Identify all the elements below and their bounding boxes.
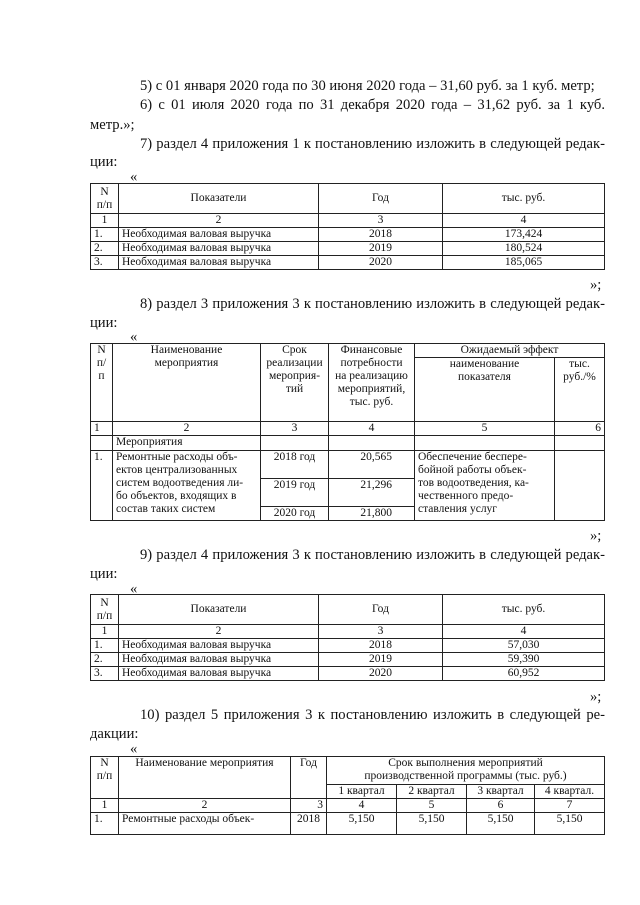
col-header-activity-name: Наименование мероприятия — [113, 344, 261, 422]
col-header-q4: 4 квартал. — [535, 785, 605, 799]
open-quote: « — [130, 169, 138, 185]
table-section-5-app-3 — [90, 756, 605, 835]
col-header-financial-needs: Финансовые потребности на реализацию мероприятий, тыс. руб. — [329, 344, 415, 422]
section-7-text-end: ции: — [90, 154, 118, 170]
table-section-4-app-1 — [90, 183, 605, 270]
col-number: 7 — [535, 799, 605, 813]
col-header-term: Срок реализации мероприя- тий — [261, 344, 329, 422]
col-header-indicator-name: наименование показателя — [415, 358, 555, 422]
col-header-number: N п/п — [91, 595, 119, 625]
col-header-year: Год — [291, 757, 327, 799]
table-row: 1. Необходимая валовая выручка 2018 173,424 — [91, 228, 605, 242]
col-header-thousand-rub: тыс. руб. — [443, 184, 605, 214]
table-row: 3. Необходимая валовая выручка 2020 60,952 — [91, 667, 605, 681]
open-quote: « — [130, 741, 138, 757]
col-number: 6 — [555, 422, 605, 436]
open-quote: « — [130, 581, 138, 597]
col-header-unit: тыс. руб./% — [555, 358, 605, 422]
col-number: 1 — [91, 422, 113, 436]
col-number: 3 — [291, 799, 327, 813]
section-8-text: 8) раздел 3 приложения 3 к постановлению изложить в следующей редак- — [140, 296, 605, 312]
section-7-text: 7) раздел 4 приложения 1 к постановлению изложить в следующей редак- — [140, 136, 605, 152]
col-number: 5 — [397, 799, 467, 813]
col-number: 3 — [319, 625, 443, 639]
table-row: 3. Необходимая валовая выручка 2020 185,065 — [91, 256, 605, 270]
table-row: 2. Необходимая валовая выручка 2019 180,524 — [91, 242, 605, 256]
section-9-text: 9) раздел 4 приложения 3 к постановлению изложить в следующей редак- — [140, 547, 605, 563]
col-header-year: Год — [319, 184, 443, 214]
tariff-line-6: 6) с 01 июля 2020 года по 31 декабря 2020 года – 31,62 руб. за 1 куб. — [140, 97, 605, 113]
activity-description: Ремонтные расходы объ- ектов централизованных систем водоотведения ли- бо объектов, входящих в состав таких систем — [113, 451, 261, 521]
col-number: 4 — [443, 214, 605, 228]
col-header-expected-effect: Ожидаемый эффект — [415, 344, 605, 358]
col-header-number: N п/п — [91, 184, 119, 214]
table-row: 1. Ремонтные расходы объек- 2018 5,150 5,150 5,150 5,150 — [91, 813, 605, 835]
col-header-q2: 2 квартал — [397, 785, 467, 799]
table-row: 1. Необходимая валовая выручка 2018 57,030 — [91, 639, 605, 653]
col-header-number: N п/п — [91, 757, 119, 799]
section-heading-activities: Мероприятия — [113, 436, 261, 451]
col-number: 3 — [261, 422, 329, 436]
col-number: 3 — [319, 214, 443, 228]
col-number: 1 — [91, 214, 119, 228]
col-header-q3: 3 квартал — [467, 785, 535, 799]
col-header-indicators: Показатели — [119, 184, 319, 214]
tariff-line-5: 5) с 01 января 2020 года по 30 июня 2020 года – 31,60 руб. за 1 куб. метр; — [140, 78, 595, 94]
close-quote: »; — [590, 689, 602, 705]
section-8-text-end: ции: — [90, 315, 118, 331]
col-number: 2 — [119, 625, 319, 639]
table-section-4-app-3 — [90, 594, 605, 681]
col-header-thousand-rub: тыс. руб. — [443, 595, 605, 625]
col-number: 6 — [467, 799, 535, 813]
section-9-text-end: ции: — [90, 566, 118, 582]
col-header-indicators: Показатели — [119, 595, 319, 625]
col-header-q1: 1 квартал — [327, 785, 397, 799]
col-number: 4 — [329, 422, 415, 436]
close-quote: »; — [590, 528, 602, 544]
col-number: 2 — [113, 422, 261, 436]
tariff-line-6-end: метр.»; — [90, 117, 135, 133]
table-section-3-app-3: N п/ п Наименование мероприятия Срок реализации мероприя- тий Финансовые потребности на реализацию мероприятий, тыс. руб. Ожидаемый эффект наименование показателя тыс. руб./% 1 2 3 4 5 6 Мероприятия 1. Ремонтные расходы объ- ектов централизованных систем водоотведения ли- бо объектов, входящих в состав таких систем 2018 год 20,565 Обеспечение беспере- бойной работы объек- тов водоотведения, ка- чественного предо- ставления услуг 2019 год 21,296 2020 год 21,800 — [90, 343, 605, 521]
col-header-number: N п/ п — [91, 344, 113, 422]
col-number: 2 — [119, 214, 319, 228]
section-10-text: 10) раздел 5 приложения 3 к постановлению изложить в следующей ре- — [140, 707, 605, 723]
col-header-term: Срок выполнения мероприятий производственной программы (тыс. руб.) — [327, 757, 605, 785]
col-number: 2 — [119, 799, 291, 813]
table-row: 2. Необходимая валовая выручка 2019 59,390 — [91, 653, 605, 667]
open-quote: « — [130, 329, 138, 345]
col-number: 1 — [91, 799, 119, 813]
col-number: 1 — [91, 625, 119, 639]
expected-effect-description: Обеспечение беспере- бойной работы объек- тов водоотведения, ка- чественного предо- ставления услуг — [415, 451, 555, 521]
section-10-text-end: дакции: — [90, 726, 139, 742]
col-number: 4 — [443, 625, 605, 639]
table-row: 1. Ремонтные расходы объ- ектов централизованных систем водоотведения ли- бо объектов, входящих в состав таких систем 2018 год 20,565 Обеспечение беспере- бойной работы объек- тов водоотведения, ка- чественного предо- ставления услуг — [91, 451, 605, 479]
col-number: 4 — [327, 799, 397, 813]
col-header-activity-name: Наименование мероприятия — [119, 757, 291, 799]
col-number: 5 — [415, 422, 555, 436]
close-quote: »; — [590, 277, 602, 293]
col-header-year: Год — [319, 595, 443, 625]
